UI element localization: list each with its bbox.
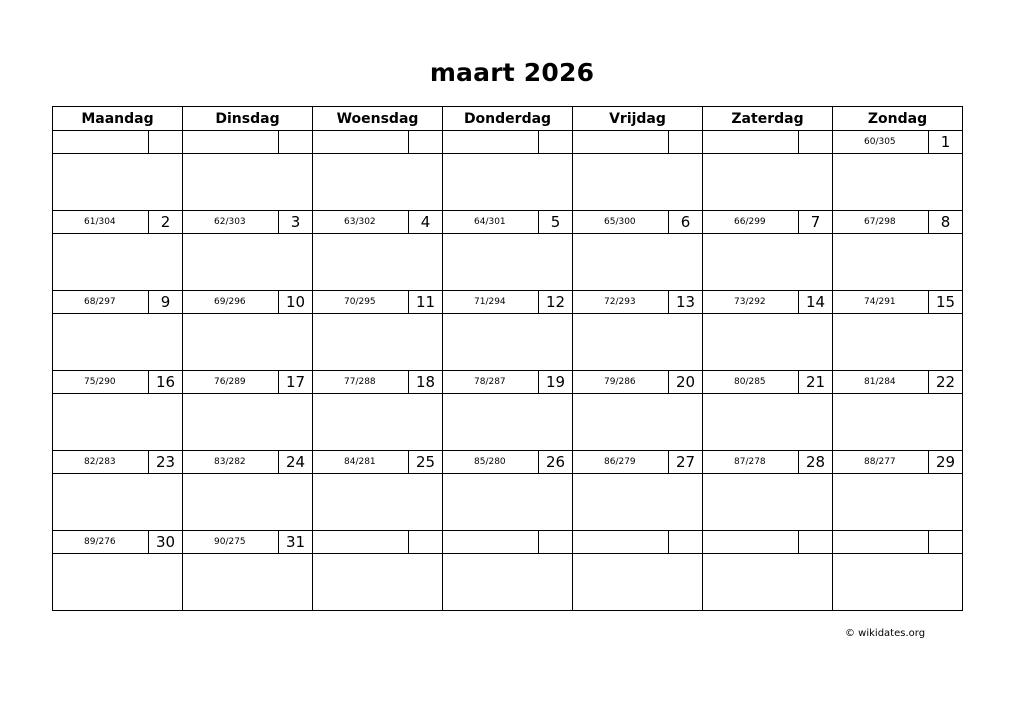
cell-divider [313,553,442,554]
day-number: 21 [798,371,832,394]
cell-divider [573,153,702,154]
day-number: 7 [798,211,832,234]
day-number: 12 [538,291,572,314]
weekday-header: Woensdag [313,107,443,131]
day-number: 11 [408,291,442,314]
day-cell [313,371,443,451]
cell-divider [183,233,312,234]
weekday-header: Zaterdag [703,107,833,131]
day-cell [703,371,833,451]
day-of-year-label: 66/299 [734,217,766,227]
cell-divider [443,553,572,554]
day-number: 13 [668,291,702,314]
weekday-header-row [53,107,963,131]
cell-divider [53,233,182,234]
cell-divider [443,393,572,394]
day-cell [53,211,183,291]
day-cell [313,291,443,371]
cell-divider [573,233,702,234]
cell-divider [183,153,312,154]
cell-divider [183,473,312,474]
weekday-header: Donderdag [443,107,573,131]
day-cell [443,291,573,371]
week-row [53,291,963,371]
day-number: 17 [278,371,312,394]
day-number [538,131,572,154]
day-number [538,531,572,554]
day-number [798,531,832,554]
cell-divider [53,553,182,554]
day-cell [833,291,963,371]
day-number: 4 [408,211,442,234]
day-cell [443,211,573,291]
cell-divider [703,233,832,234]
day-of-year-label: 85/280 [474,457,506,467]
day-number: 5 [538,211,572,234]
day-cell [833,131,963,211]
day-of-year-label: 87/278 [734,457,766,467]
day-cell [53,371,183,451]
day-of-year-label: 77/288 [344,377,376,387]
cell-divider [703,313,832,314]
cell-divider [53,473,182,474]
day-cell [573,371,703,451]
cell-divider [833,153,962,154]
day-of-year-label: 73/292 [734,297,766,307]
cell-divider [183,393,312,394]
day-cell [573,531,703,611]
cell-divider [833,233,962,234]
day-number: 2 [148,211,182,234]
cell-divider [573,313,702,314]
day-cell [443,131,573,211]
day-cell [313,451,443,531]
day-cell [833,211,963,291]
day-cell [313,211,443,291]
day-number [278,131,312,154]
cell-divider [53,393,182,394]
day-cell [183,371,313,451]
day-cell [573,131,703,211]
day-number: 26 [538,451,572,474]
day-of-year-label: 72/293 [604,297,636,307]
day-of-year-label: 74/291 [864,297,896,307]
weekday-header: Zondag [833,107,963,131]
day-number: 15 [928,291,962,314]
day-of-year-label: 79/286 [604,377,636,387]
week-row [53,531,963,611]
cell-divider [443,153,572,154]
day-of-year-label: 81/284 [864,377,896,387]
day-of-year-label: 76/289 [214,377,246,387]
cell-divider [703,473,832,474]
cell-divider [443,473,572,474]
day-cell [703,211,833,291]
day-number [408,531,442,554]
day-number: 10 [278,291,312,314]
week-row [53,451,963,531]
cell-divider [313,153,442,154]
day-of-year-label: 62/303 [214,217,246,227]
page-title: maart 2026 [429,58,595,87]
week-row [53,371,963,451]
day-cell [703,291,833,371]
day-number [798,131,832,154]
day-cell [573,451,703,531]
day-number: 14 [798,291,832,314]
copyright-footer: © wikidates.org [845,628,926,639]
cell-divider [833,473,962,474]
calendar-grid [52,106,963,611]
day-cell [703,531,833,611]
week-row [53,211,963,291]
weekday-header: Vrijdag [573,107,703,131]
day-number: 27 [668,451,702,474]
day-of-year-label: 80/285 [734,377,766,387]
weekday-header: Maandag [53,107,183,131]
cell-divider [833,553,962,554]
cell-divider [443,313,572,314]
cell-divider [183,313,312,314]
day-of-year-label: 60/305 [864,137,896,147]
day-of-year-label: 68/297 [84,297,116,307]
day-of-year-label: 83/282 [214,457,246,467]
day-cell [53,531,183,611]
day-cell [313,531,443,611]
day-of-year-label: 86/279 [604,457,636,467]
day-number: 19 [538,371,572,394]
day-cell [573,291,703,371]
day-cell [703,451,833,531]
day-number [928,531,962,554]
day-of-year-label: 90/275 [214,537,246,547]
day-number [148,131,182,154]
day-number: 23 [148,451,182,474]
day-number [668,131,702,154]
day-number: 16 [148,371,182,394]
day-of-year-label: 70/295 [344,297,376,307]
day-cell [183,131,313,211]
day-cell [183,451,313,531]
day-cell [443,371,573,451]
week-row [53,131,963,211]
cell-divider [183,553,312,554]
cell-divider [573,393,702,394]
day-cell [183,291,313,371]
day-of-year-label: 63/302 [344,217,376,227]
cell-divider [313,233,442,234]
day-of-year-label: 64/301 [474,217,506,227]
cell-divider [833,313,962,314]
day-of-year-label: 84/281 [344,457,376,467]
cell-divider [313,473,442,474]
day-cell [53,451,183,531]
day-number [408,131,442,154]
day-of-year-label: 78/287 [474,377,506,387]
day-cell [53,291,183,371]
day-of-year-label: 89/276 [84,537,116,547]
day-number: 9 [148,291,182,314]
day-number: 25 [408,451,442,474]
day-cell [833,371,963,451]
day-cell [573,211,703,291]
day-cell [313,131,443,211]
day-of-year-label: 69/296 [214,297,246,307]
day-cell [53,131,183,211]
day-of-year-label: 65/300 [604,217,636,227]
day-of-year-label: 67/298 [864,217,896,227]
cell-divider [573,553,702,554]
cell-divider [833,393,962,394]
day-number: 6 [668,211,702,234]
day-number: 28 [798,451,832,474]
day-number: 18 [408,371,442,394]
day-cell [183,531,313,611]
day-number: 24 [278,451,312,474]
day-cell [443,531,573,611]
day-of-year-label: 88/277 [864,457,896,467]
weekday-header: Dinsdag [183,107,313,131]
day-of-year-label: 71/294 [474,297,506,307]
day-of-year-label: 61/304 [84,217,116,227]
day-number: 3 [278,211,312,234]
day-of-year-label: 82/283 [84,457,116,467]
day-of-year-label: 75/290 [84,377,116,387]
day-number [668,531,702,554]
cell-divider [703,393,832,394]
day-cell [833,531,963,611]
day-cell [703,131,833,211]
day-cell [183,211,313,291]
cell-divider [573,473,702,474]
day-number: 31 [278,531,312,554]
cell-divider [703,553,832,554]
day-number: 8 [928,211,962,234]
day-number: 29 [928,451,962,474]
day-cell [833,451,963,531]
cell-divider [443,233,572,234]
cell-divider [703,153,832,154]
cell-divider [53,313,182,314]
day-number: 22 [928,371,962,394]
cell-divider [313,393,442,394]
day-number: 1 [928,131,962,154]
day-number: 20 [668,371,702,394]
day-number: 30 [148,531,182,554]
day-cell [443,451,573,531]
cell-divider [53,153,182,154]
cell-divider [313,313,442,314]
